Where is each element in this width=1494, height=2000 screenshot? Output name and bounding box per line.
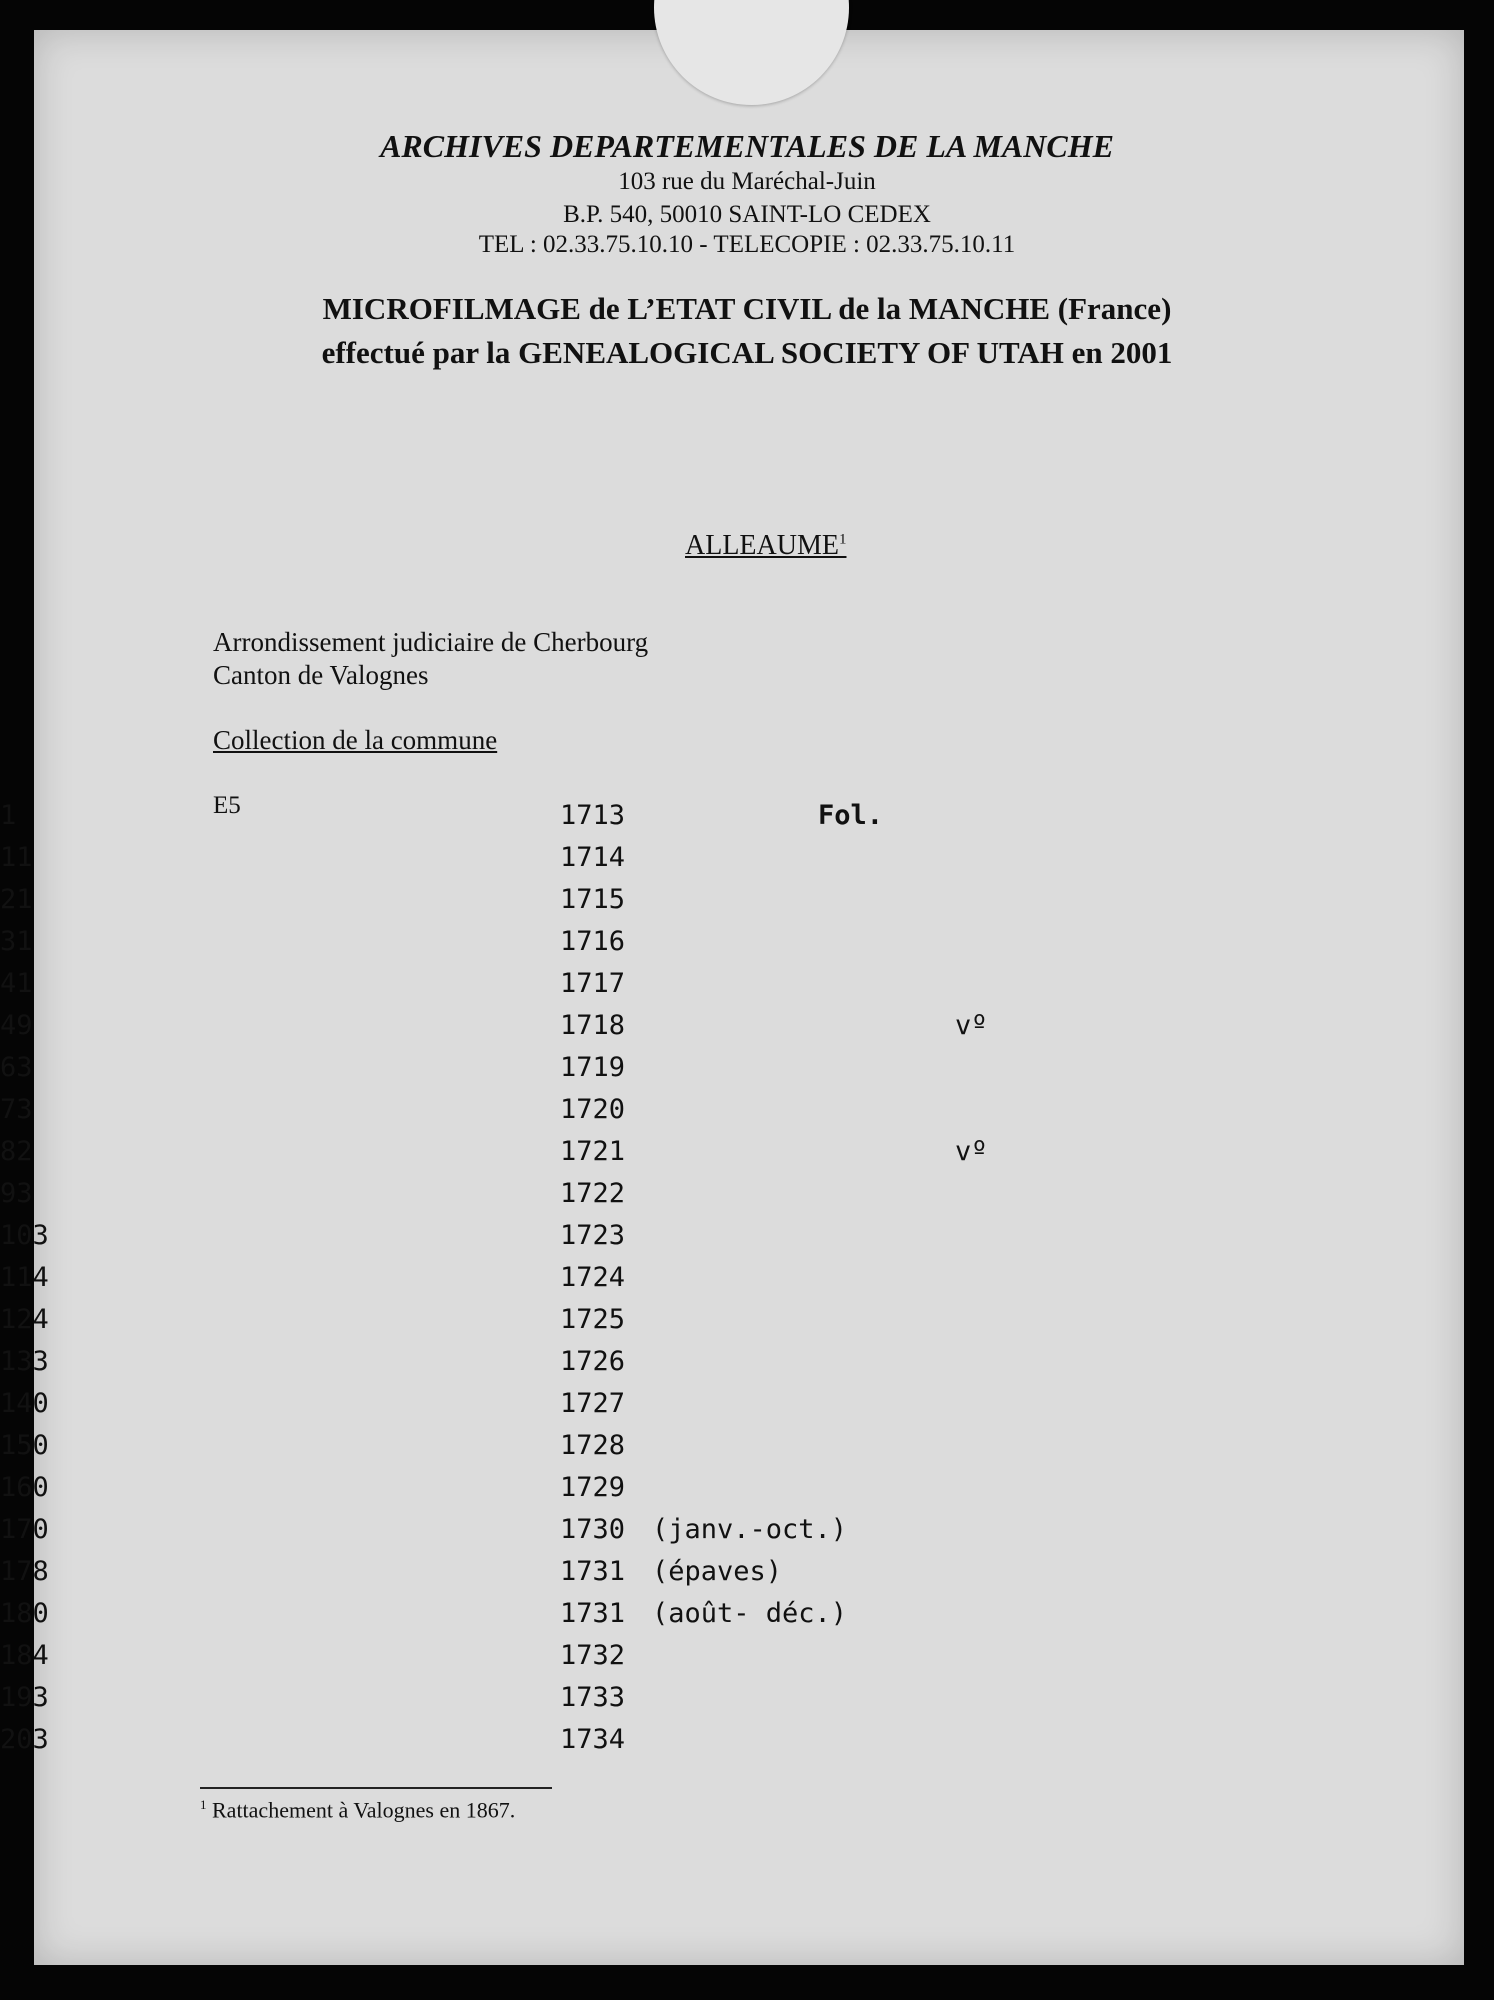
- register-year: 1730: [560, 1514, 626, 1545]
- register-row: [0, 1346, 1494, 1386]
- register-row: [0, 842, 1494, 882]
- commune-name: ALLEAUME: [685, 530, 839, 561]
- register-row: [0, 1640, 1494, 1680]
- register-note: (janv.-oct.): [652, 1514, 848, 1545]
- register-folio: 160: [0, 1472, 49, 1503]
- register-row: [0, 926, 1494, 966]
- register-row: [0, 1598, 1494, 1638]
- register-folio: 82: [0, 1136, 33, 1167]
- arrondissement-line: Arrondissement judiciaire de Cherbourg: [213, 627, 649, 657]
- register-folio: 63: [0, 1052, 33, 1083]
- register-year: 1721: [560, 1136, 626, 1167]
- folio-label: Fol.: [818, 800, 884, 831]
- footnote-mark: 1: [200, 1797, 207, 1812]
- register-row: [0, 884, 1494, 924]
- register-folio: 114: [0, 1262, 49, 1293]
- register-year: 1734: [560, 1724, 626, 1755]
- register-folio: 150: [0, 1430, 49, 1461]
- register-note: (épaves): [652, 1556, 783, 1587]
- register-row: [0, 1304, 1494, 1344]
- commune-title: [685, 530, 846, 562]
- telephone-line: TEL : 02.33.75.10.10 - TELECOPIE : 02.33.75.10.11: [478, 231, 1016, 258]
- register-folio: 184: [0, 1640, 49, 1671]
- register-year: 1713: [560, 800, 626, 831]
- register-row: [0, 800, 1494, 840]
- register-year: 1716: [560, 926, 626, 957]
- register-year: 1720: [560, 1094, 626, 1125]
- register-row: [0, 1010, 1494, 1050]
- register-folio: 140: [0, 1388, 49, 1419]
- register-row: [0, 1514, 1494, 1554]
- register-row: [0, 968, 1494, 1008]
- register-folio: 170: [0, 1514, 49, 1545]
- register-year: 1715: [560, 884, 626, 915]
- register-folio: 124: [0, 1304, 49, 1335]
- register-folio: 203: [0, 1724, 49, 1755]
- register-year: 1733: [560, 1682, 626, 1713]
- register-folio: 193: [0, 1682, 49, 1713]
- register-folio: 31: [0, 926, 33, 957]
- microfilm-heading-2: effectué par la GENEALOGICAL SOCIETY OF UTAH en 2001: [321, 335, 1173, 370]
- register-row: [0, 1052, 1494, 1092]
- register-year: 1728: [560, 1430, 626, 1461]
- register-folio: 178: [0, 1556, 49, 1587]
- register-year: 1725: [560, 1304, 626, 1335]
- punch-notch: [654, 0, 849, 105]
- footnote: [200, 1797, 515, 1823]
- register-folio: 1: [0, 800, 17, 831]
- register-row: [0, 1262, 1494, 1302]
- footnote-divider: [200, 1787, 552, 1789]
- register-year: 1719: [560, 1052, 626, 1083]
- address-line-2: B.P. 540, 50010 SAINT-LO CEDEX: [563, 201, 931, 228]
- register-verso: vº: [955, 1010, 988, 1041]
- register-year: 1727: [560, 1388, 626, 1419]
- register-row: [0, 1178, 1494, 1218]
- institution-title: ARCHIVES DEPARTEMENTALES DE LA MANCHE: [380, 128, 1114, 164]
- register-row: [0, 1682, 1494, 1722]
- canton-line: Canton de Valognes: [213, 660, 429, 690]
- register-folio: 103: [0, 1220, 49, 1251]
- register-row: [0, 1388, 1494, 1428]
- register-row: [0, 1136, 1494, 1176]
- register-row: [0, 1220, 1494, 1260]
- collection-code: E5: [213, 792, 241, 819]
- register-folio: 180: [0, 1598, 49, 1629]
- register-year: 1724: [560, 1262, 626, 1293]
- register-folio: 49: [0, 1010, 33, 1041]
- register-year: 1726: [560, 1346, 626, 1377]
- register-year: 1717: [560, 968, 626, 999]
- register-year: 1718: [560, 1010, 626, 1041]
- register-folio: 73: [0, 1094, 33, 1125]
- register-year: 1714: [560, 842, 626, 873]
- register-row: [0, 1472, 1494, 1512]
- register-year: 1722: [560, 1178, 626, 1209]
- register-row: [0, 1556, 1494, 1596]
- register-row: [0, 1724, 1494, 1764]
- register-folio: 41: [0, 968, 33, 999]
- microfilm-heading-1: MICROFILMAGE de L’ETAT CIVIL de la MANCHE (France): [322, 291, 1172, 326]
- register-folio: 93: [0, 1178, 33, 1209]
- register-note: (août- déc.): [652, 1598, 848, 1629]
- register-year: 1731: [560, 1556, 626, 1587]
- register-folio: 133: [0, 1346, 49, 1377]
- register-year: 1723: [560, 1220, 626, 1251]
- commune-footnote-mark: 1: [838, 531, 847, 548]
- register-row: [0, 1094, 1494, 1134]
- register-verso: vº: [955, 1136, 988, 1167]
- register-row: [0, 1430, 1494, 1470]
- address-line-1: 103 rue du Maréchal-Juin: [618, 168, 876, 195]
- footnote-text: Rattachement à Valognes en 1867.: [212, 1797, 516, 1823]
- register-year: 1729: [560, 1472, 626, 1503]
- collection-title: Collection de la commune: [213, 725, 498, 755]
- register-year: 1732: [560, 1640, 626, 1671]
- register-folio: 21: [0, 884, 33, 915]
- register-folio: 11: [0, 842, 33, 873]
- register-year: 1731: [560, 1598, 626, 1629]
